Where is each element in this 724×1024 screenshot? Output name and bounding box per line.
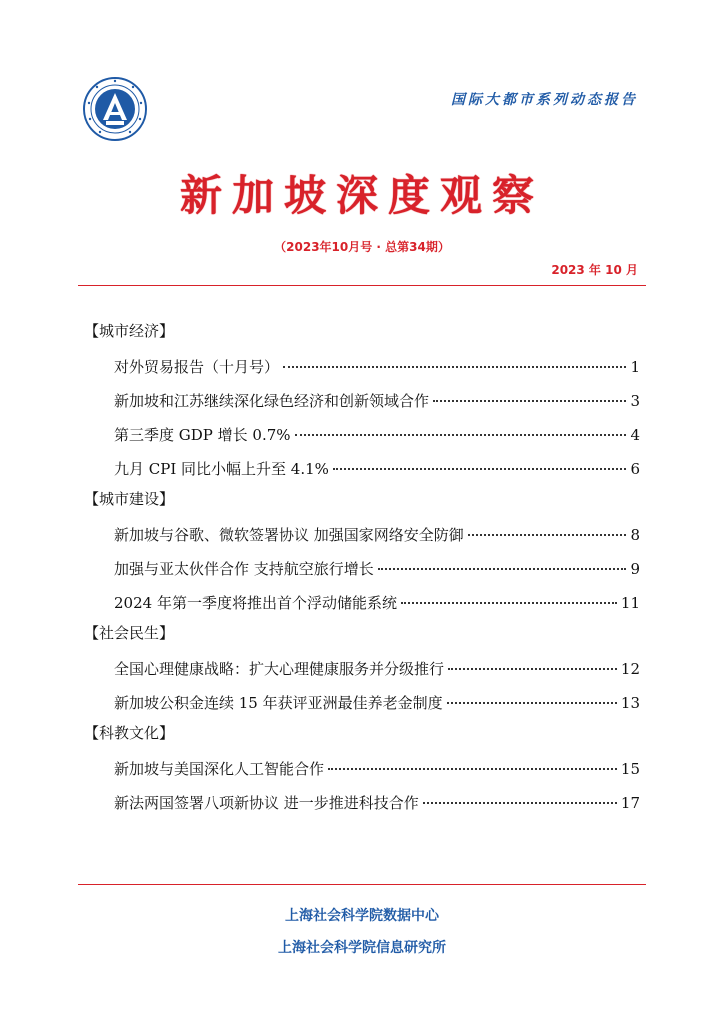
- toc-entry[interactable]: [84, 686, 640, 720]
- page-title: 新加坡深度观察: [179, 171, 544, 220]
- toc-entry-page: 15: [620, 760, 640, 778]
- toc-entry[interactable]: [84, 586, 640, 620]
- toc-entry-page: 9: [630, 560, 640, 578]
- bottom-divider: [78, 884, 646, 885]
- dot-leader: [333, 467, 627, 470]
- dot-leader: [468, 533, 627, 536]
- dot-leader: [448, 667, 617, 670]
- toc-entry[interactable]: [84, 418, 640, 452]
- toc-entry-title: 第三季度 GDP 增长 0.7%: [114, 426, 291, 444]
- dot-leader: [283, 365, 626, 368]
- toc-entry-page: 13: [620, 694, 640, 712]
- toc-entry[interactable]: [84, 752, 640, 786]
- toc-entry[interactable]: [84, 350, 640, 384]
- toc-section-heading: 【社会民生】: [84, 624, 175, 642]
- toc-entry-title: 2024 年第一季度将推出首个浮动储能系统: [114, 594, 397, 612]
- toc-entry-title: 新加坡与谷歌、微软签署协议 加强国家网络安全防御: [114, 526, 464, 544]
- toc-entry[interactable]: [84, 786, 640, 820]
- series-title: 国际大都市系列动态报告: [451, 92, 638, 108]
- toc-entry-page: 17: [620, 794, 640, 812]
- sass-seal-logo-icon: [82, 76, 148, 142]
- toc-entry[interactable]: [84, 518, 640, 552]
- dot-leader: [295, 433, 627, 436]
- toc-entry-title: 新加坡和江苏继续深化绿色经济和创新领域合作: [114, 392, 430, 410]
- dot-leader: [423, 801, 617, 804]
- toc-entry-page: 4: [630, 426, 640, 444]
- toc-entry-title: 加强与亚太伙伴合作 支持航空旅行增长: [114, 560, 374, 578]
- top-divider: [78, 285, 646, 286]
- toc-entry-page: 12: [620, 660, 640, 678]
- toc-entry-page: 6: [630, 460, 640, 478]
- issue-number: （2023年10月号 · 总第34期）: [274, 240, 450, 254]
- dot-leader: [447, 701, 617, 704]
- dot-leader: [378, 567, 627, 570]
- toc-entry-title: 新法两国签署八项新协议 进一步推进科技合作: [114, 794, 419, 812]
- dot-leader: [401, 601, 617, 604]
- toc-entry-page: 3: [630, 392, 640, 410]
- dot-leader: [433, 399, 626, 402]
- toc-entry-title: 对外贸易报告（十月号）: [114, 358, 280, 376]
- issue-date: 2023 年 10 月: [551, 263, 638, 277]
- toc-entry-page: 1: [630, 358, 640, 376]
- toc-section-heading: 【城市经济】: [84, 322, 175, 340]
- toc-entry[interactable]: [84, 652, 640, 686]
- toc-entry-title: 九月 CPI 同比小幅上升至 4.1%: [114, 460, 329, 478]
- toc-section-heading: 【科教文化】: [84, 724, 175, 742]
- publisher-info-institute: 上海社会科学院信息研究所: [278, 940, 446, 956]
- toc-entry-page: 8: [630, 526, 640, 544]
- toc-entry[interactable]: [84, 384, 640, 418]
- publisher-data-center: 上海社会科学院数据中心: [285, 908, 439, 924]
- toc-entry[interactable]: [84, 552, 640, 586]
- toc-entry-title: 新加坡公积金连续 15 年获评亚洲最佳养老金制度: [114, 694, 443, 712]
- toc-entry-title: 全国心理健康战略：扩大心理健康服务并分级推行: [114, 660, 445, 678]
- toc-entry[interactable]: [84, 452, 640, 486]
- dot-leader: [328, 767, 617, 770]
- toc-entry-title: 新加坡与美国深化人工智能合作: [114, 760, 325, 778]
- toc-section-heading: 【城市建设】: [84, 490, 175, 508]
- table-of-contents: [84, 318, 640, 820]
- toc-entry-page: 11: [620, 594, 640, 612]
